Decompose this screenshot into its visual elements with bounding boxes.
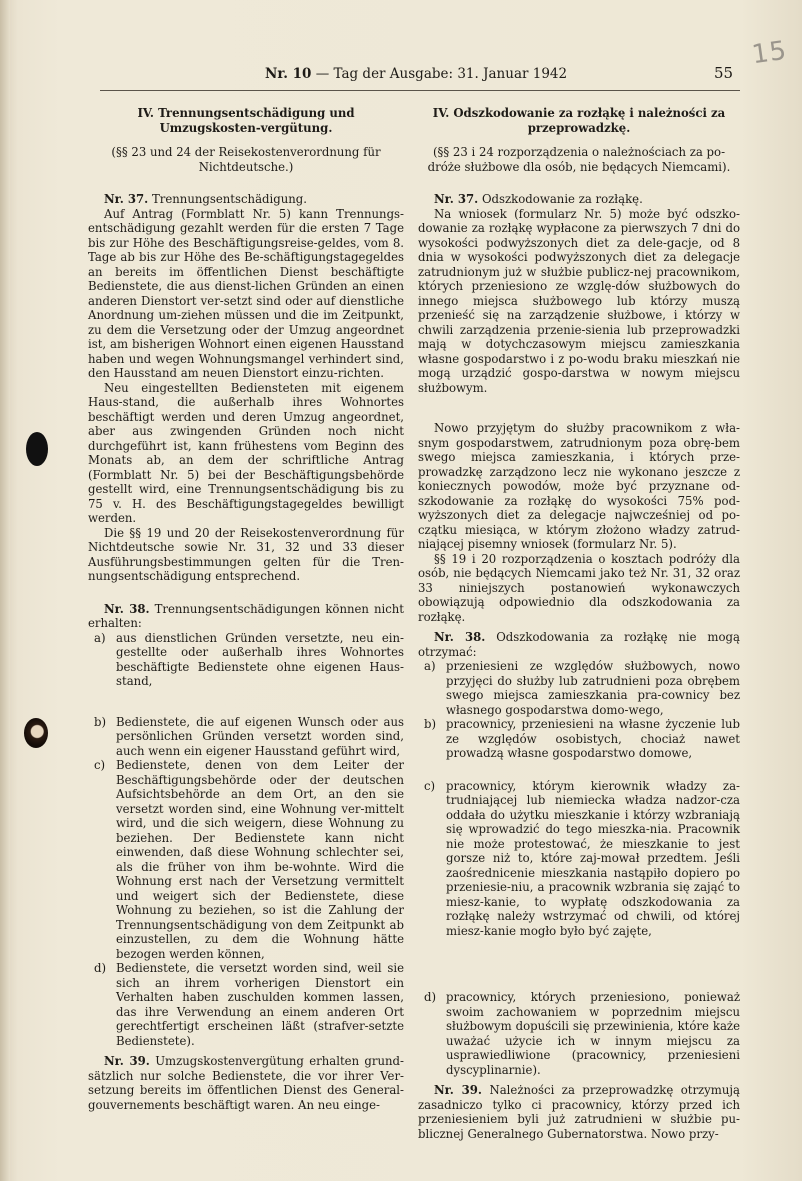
article-number: Nr. 39. <box>104 1054 150 1068</box>
list-item <box>418 659 740 717</box>
paragraph: Nowo przyjętym do służby pracownikom z wła-snym gospodarstwem, zatrudnionym poza obrę-bem swego miejsca zamieszkania, i których prze-prowadzkę zarządzono lecz nie wykonano jeszcze z koniecznych powodów, może być przyznane od-szkodowanie za rozłąkę do wysokości 75% pod-wyższonych diet za delegacje najwcześniej od po-czątku miesiąca, w którym złożono władzy zatrud-niającej pisemny wniosek (formularz Nr. 5). <box>418 421 740 551</box>
article-number: Nr. 38. <box>104 601 150 616</box>
list-item <box>418 717 740 761</box>
page-number: 55 <box>714 64 734 82</box>
list-text: Bedienstete, die auf eigenen Wunsch oder aus persönlichen Gründen versetzt worden sind, auch wenn ein eigener Hausstand geführt wird, <box>116 714 404 758</box>
list-item <box>418 990 740 1077</box>
paragraph: Na wniosek (formularz Nr. 5) może być odszko-dowanie za rozłąkę wypłacone za pierwszych 7 dni do wysokości podwyższonych diet za dele-gacje, od 8 dnia w wysokości podwyższonych diet za delegacje zatrudnionym już w służbie publicz-nej pracownikom, których przeniesiono ze wzglę-dów służbowych do innego miejsca służbowego lub którzy muszą przenieść się na zarządzenie służbowe, i którzy w chwili zarządzenia przenie-sienia lub przeprowadzki mają w dotychczasowym miejscu zamieszkania własne gospodarstwo i z po-wodu braku mieszkań nie mogą urządzić gospo-darstwa w nowym miejscu służbowym. <box>418 206 740 395</box>
list-label: c) <box>424 778 436 793</box>
issue-number: Nr. 10 <box>265 66 312 82</box>
section-heading: IV. Trennungsentschädigung und Umzugskosten-vergütung. <box>137 106 355 135</box>
header-rule <box>100 90 740 91</box>
paragraph-title <box>88 602 404 631</box>
paragraph: Die §§ 19 und 20 der Reisekostenverordnung für Nichtdeutsche sowie Nr. 31, 32 und 33 dieser Ausführungsbestimmungen gelten für die Tren-nungsentschädigung entsprechend. <box>88 525 404 583</box>
column-german <box>88 106 404 1112</box>
article-title: Trennungsentschädigung. <box>148 192 307 206</box>
section-note: (§§ 23 und 24 der Reisekostenverordnung für Nichtdeutsche.) <box>111 145 381 174</box>
list-label: d) <box>94 961 107 975</box>
list-label: a) <box>94 630 106 645</box>
article-title: Odszkodowanie za rozłąkę. <box>478 192 643 206</box>
article-text: Umzugskostenvergütung erhalten grund-sätzlich nur solche Bedienstete, die vor ihrer Ver-setzung bereits im öffentlichen Dienst des General-gouvernements beschäftigt waren. An neu einge- <box>88 1054 404 1112</box>
page-header <box>0 64 802 86</box>
punch-hole <box>24 718 48 748</box>
list-text: aus dienstlichen Gründen versetzte, neu ein-gestellte oder außerhalb ihres Wohnortes beschäftigte Bedienstete ohne eigenen Haus-stand, <box>116 630 404 688</box>
header-title <box>265 66 567 82</box>
paragraph: Auf Antrag (Formblatt Nr. 5) kann Trennungs-entschädigung gezahlt werden für die ersten 7 Tage bis zur Höhe des Beschäftigungsreise-geldes, vom 8. Tage ab bis zur Höhe des Be-schäftigungstagegeldes an bereits im öffentlichen Dienst beschäftigte Bedienstete, die aus dienst-lichen Gründen an einen anderen Dienstort ver-setzt sind oder auf dienstliche Anordnung um-ziehen müssen und die im Zeitpunkt, zu dem die Versetzung oder der Umzug angeordnet ist, am bisherigen Wohnort einen eigenen Hausstand haben und wegen Wohnungsmangel verhindert sind, den Hausstand am neuen Dienstort einzu-richten. <box>88 206 404 380</box>
list-label: c) <box>94 758 106 772</box>
paragraph: Neu eingestellten Bediensteten mit eigenem Haus-stand, die außerhalb ihres Wohnortes beschäftigt werden und deren Umzug angeordnet, aber aus zwingenden Gründen noch nicht durchgeführt ist, kann frühestens vom Beginn des Monats ab, an dem der schriftliche Antrag (Formblatt Nr. 5) bei der Beschäftigungsbehörde gestellt wird, eine Trennungsentschädigung bis zu 75 v. H. des Beschäftigungstagegeldes bewilligt werden. <box>88 380 404 525</box>
paragraph-title <box>88 1054 404 1112</box>
paragraph-title <box>88 192 404 207</box>
list-item <box>88 715 404 759</box>
list-item <box>88 631 404 689</box>
issue-date: — Tag der Ausgabe: 31. Januar 1942 <box>311 66 568 82</box>
list-item <box>418 779 740 939</box>
list-label: b) <box>424 717 437 731</box>
article-number: Nr. 37. <box>434 192 479 206</box>
list-text: przeniesieni ze względów służbowych, nowo przyjęci do służby lub zatrudnieni poza obrębem swego miejsca zamieszkania pra-cownicy bez własnego gospodarstwa domo-wego, <box>446 659 740 717</box>
article-text: Należności za przeprowadzkę otrzymują zasadniczo tylko ci pracownicy, którzy przed ich przeniesieniem byli już zatrudnieni w służbie pu-blicznej Generalnego Gubernatorstwa. Nowo przy- <box>418 1083 740 1141</box>
pencil-mark: 15 <box>750 35 790 71</box>
article-number: Nr. 38. <box>434 630 486 644</box>
list-label: b) <box>94 714 107 729</box>
article-intro: Odszkodowania za rozłąkę nie mogą otrzymać: <box>418 630 740 659</box>
page-edge <box>0 0 10 1181</box>
paragraph: §§ 19 i 20 rozporządzenia o kosztach podróży dla osób, nie będących Niemcami jako też Nr. 31, 32 oraz 33 niniejszych postanowień wykonawczych obowiązują odpowiednio dla odszkodowania za rozłąkę. <box>418 551 740 624</box>
list-item <box>88 961 404 1048</box>
list-text: pracownicy, których przeniesiono, ponieważ swoim zachowaniem w poprzednim miejscu służbowym dopuścili się przewinienia, które każe uważać użycie ich w innym miejscu za usprawiedliwione (pracownicy, przeniesieni dyscyplinarnie). <box>446 990 740 1077</box>
list-text: Bedienstete, denen von dem Leiter der Beschäftigungsbehörde oder der deutschen Aufsichtsbehörde an dem Ort, an den sie versetzt worden sind, eine Wohnung ver-mittelt wird, und die sich weigern, diese Wohnung zu beziehen. Der Bedienstete kann nicht einwenden, daß diese Wohnung schlechter sei, als die früher von ihm be-wohnte. Wird die Wohnung erst nach der Versetzung vermittelt und weigert sich der Bedienstete, diese Wohnung zu beziehen, so ist die Zahlung der Trennungsentschädigung von dem Zeitpunkt ab einzustellen, zu dem die Wohnung hätte bezogen werden können, <box>116 758 404 961</box>
punch-hole <box>26 432 48 466</box>
paragraph-title <box>418 192 740 207</box>
section-note: (§§ 23 i 24 rozporządzenia o należnościach za po-dróże służbowe dla osób, nie będących Niemcami). <box>427 145 731 174</box>
paragraph-title <box>418 1083 740 1141</box>
list-label: a) <box>424 659 436 673</box>
list-text: Bedienstete, die versetzt worden sind, weil sie sich an ihrem vorherigen Dienstort ein Verhalten haben zuschulden kommen lassen, das ihre Verwendung an einem anderen Ort gerechtfertigt erscheinen läßt (strafver-setzte Bedienstete). <box>116 961 404 1048</box>
list-text: pracownicy, przeniesieni na własne życzenie lub ze względów osobistych, chociaż nawet prowadzą własne gospodarstwo domowe, <box>446 717 740 760</box>
article-number: Nr. 39. <box>434 1083 482 1097</box>
article-intro: Trennungsentschädigungen können nicht erhalten: <box>88 601 404 630</box>
list-label: d) <box>424 990 437 1004</box>
column-polish <box>418 106 740 1141</box>
paragraph-title <box>418 630 740 659</box>
list-item <box>88 758 404 961</box>
section-heading: IV. Odszkodowanie za rozłąkę i należności za przeprowadzkę. <box>432 106 726 135</box>
article-number: Nr. 37. <box>104 192 149 206</box>
list-text: pracownicy, którym kierownik władzy za-trudniającej lub niemiecka władza nadzor-cza oddała do użytku mieszkanie i którzy wzbraniają się wprowadzić do tego mieszka-nia. Pracownik nie może protestować, że mieszkanie to jest gorsze niż to, które zaj-mował przedtem. Jeśli zaośrednicenie mieszkania nastąpiło dopiero po przeniesie-niu, a pracownik wzbrania się zająć to miesz-kanie, to wypłatę odszkodowania za rozłąkę należy wstrzymać od chwili, od której miesz-kanie mogło było być zajęte, <box>446 778 740 938</box>
